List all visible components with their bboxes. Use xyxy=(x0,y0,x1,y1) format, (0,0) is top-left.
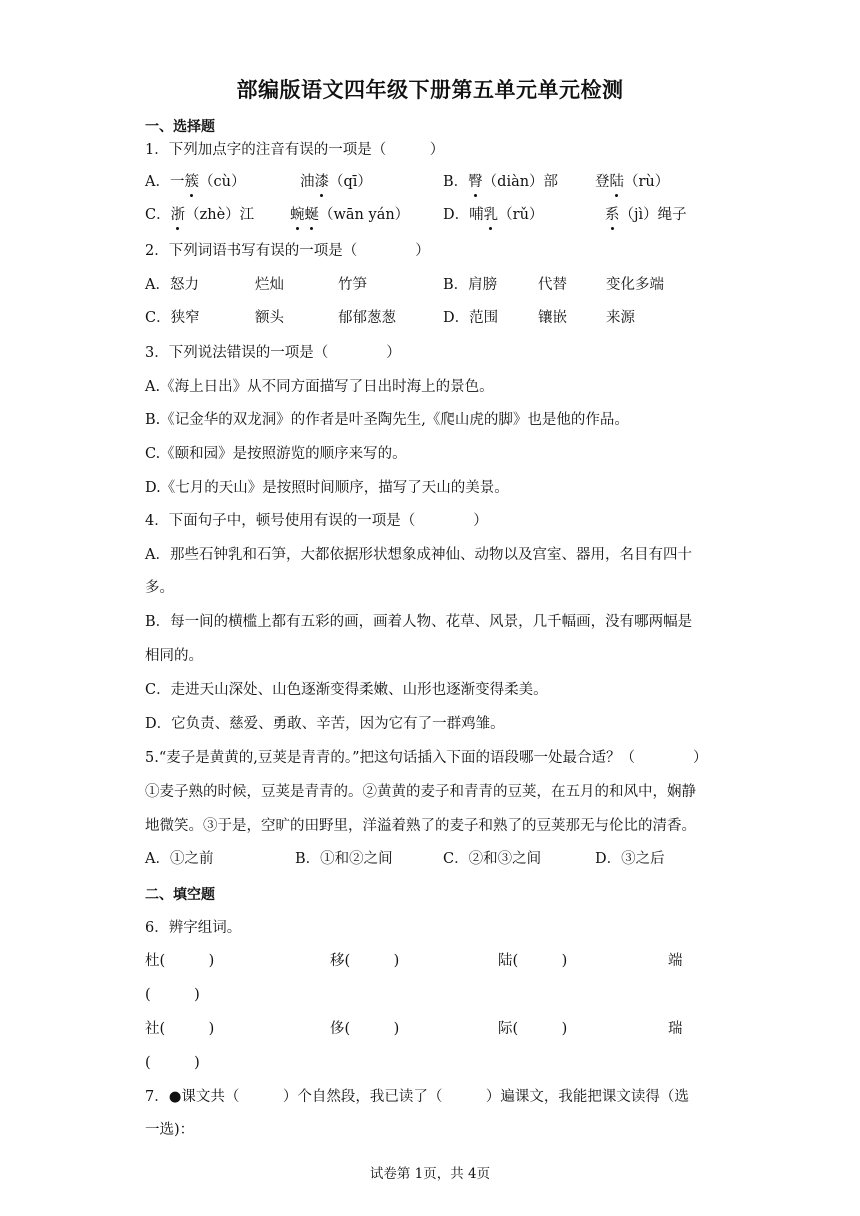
q3-option-c: C.《颐和园》是按照游览的顺序来写的。 xyxy=(145,446,407,462)
q1-option-b1: B．臀（diàn）部 xyxy=(443,174,559,190)
q1-option-c1: C．浙（zhè）江 xyxy=(145,207,255,223)
q1-option-d1: D．哺乳（rǔ） xyxy=(443,207,544,223)
q5-passage-line1: ①麦子熟的时候，豆荚是青青的。②黄黄的麦子和青青的豆荚，在五月的和风中，娴静 xyxy=(145,784,696,800)
q4-option-d: D．它负责、慈爱、勇敢、辛苦，因为它有了一群鸡雏。 xyxy=(145,716,505,732)
q6-row1-item2: 移( ) xyxy=(330,953,400,969)
q6-row2-item2: 侈( ) xyxy=(330,1021,400,1037)
q2-option-a-word2: 烂灿 xyxy=(255,277,284,293)
q2-option-a-word1: A．怒力 xyxy=(145,277,199,293)
q6-row1-item1: 杜( ) xyxy=(145,953,215,969)
q6-row2-item4: 瑞 xyxy=(668,1021,683,1037)
section-heading-choice: 一、选择题 xyxy=(145,119,215,135)
q4-option-c: C．走进天山深处、山色逐渐变得柔嫩、山形也逐渐变得柔美。 xyxy=(145,682,548,698)
q3-option-b: B.《记金华的双龙洞》的作者是叶圣陶先生,《爬山虎的脚》也是他的作品。 xyxy=(145,412,629,428)
q2-option-d-word3: 来源 xyxy=(606,310,635,326)
q4-option-a-line2: 多。 xyxy=(145,580,174,596)
q5-option-c: C．②和③之间 xyxy=(443,851,542,867)
q5-option-b: B．①和②之间 xyxy=(295,851,393,867)
q2-option-b-word3: 变化多端 xyxy=(606,277,664,293)
q1-option-a1: A．一簇（cù） xyxy=(145,174,246,190)
q6-row1-item3: 陆( ) xyxy=(498,953,568,969)
question-6-stem: 6．辨字组词。 xyxy=(145,920,242,936)
question-2-stem: 2．下列词语书写有误的一项是（ ） xyxy=(145,243,430,259)
question-4-stem: 4．下面句子中，顿号使用有误的一项是（ ） xyxy=(145,513,488,529)
q2-option-b-word2: 代替 xyxy=(538,277,567,293)
question-3-stem: 3．下列说法错误的一项是（ ） xyxy=(145,345,401,361)
q6-row2-item1: 社( ) xyxy=(145,1021,215,1037)
page-footer: 试卷第 1页，共 4页 xyxy=(369,1166,491,1182)
q2-option-d-word2: 镶嵌 xyxy=(538,310,567,326)
q2-option-d-word1: D．范围 xyxy=(443,310,499,326)
q4-option-a-line1: A．那些石钟乳和石笋，大都依据形状想象成神仙、动物以及宫室、器用，名目有四十 xyxy=(145,547,692,563)
q1-option-b2: 登陆（rù） xyxy=(595,174,670,190)
q3-option-d: D.《七月的天山》是按照时间顺序，描写了天山的美景。 xyxy=(145,480,509,496)
q2-option-b-word1: B．肩膀 xyxy=(443,277,498,293)
q2-option-c-word1: C．狭窄 xyxy=(145,310,200,326)
question-1-stem: 1．下列加点字的注音有误的一项是（ ） xyxy=(145,142,445,158)
q5-option-d: D．③之后 xyxy=(595,851,665,867)
q1-option-d2: 系（jì）绳子 xyxy=(605,207,687,223)
section-heading-fill: 二、填空题 xyxy=(145,887,215,903)
question-5-stem: 5.“麦子是黄黄的,豆荚是青青的。”把这句话插入下面的语段哪一处最合适？（ ） xyxy=(145,750,708,766)
q6-row1-item4-blank: ( ) xyxy=(145,987,200,1003)
q2-option-c-word2: 额头 xyxy=(255,310,284,326)
q4-option-b-line1: B．每一间的横槛上都有五彩的画，画着人物、花草、风景，几千幅画，没有哪两幅是 xyxy=(145,614,693,630)
q5-passage-line2: 地微笑。③于是，空旷的田野里，洋溢着熟了的麦子和熟了的豆荚那无与伦比的清香。 xyxy=(145,818,696,834)
question-7-line1: 7．●课文共（ ）个自然段，我已读了（ ）遍课文，我能把课文读得（选 xyxy=(145,1089,689,1105)
q6-row1-item4: 端 xyxy=(668,953,683,969)
q1-option-a2: 油漆（qī） xyxy=(300,174,372,190)
q2-option-a-word3: 竹笋 xyxy=(338,277,367,293)
q2-option-c-word3: 郁郁葱葱 xyxy=(338,310,396,326)
q5-option-a: A．①之前 xyxy=(145,851,214,867)
q3-option-a: A.《海上日出》从不同方面描写了日出时海上的景色。 xyxy=(145,379,494,395)
q1-option-c2: 蜿蜒（wān yán） xyxy=(290,207,410,223)
page-title: 部编版语文四年级下册第五单元单元检测 xyxy=(236,78,624,102)
q6-row2-item4-blank: ( ) xyxy=(145,1055,200,1071)
q4-option-b-line2: 相同的。 xyxy=(145,648,203,664)
question-7-line2: 一选)： xyxy=(145,1122,195,1138)
q6-row2-item3: 际( ) xyxy=(498,1021,568,1037)
